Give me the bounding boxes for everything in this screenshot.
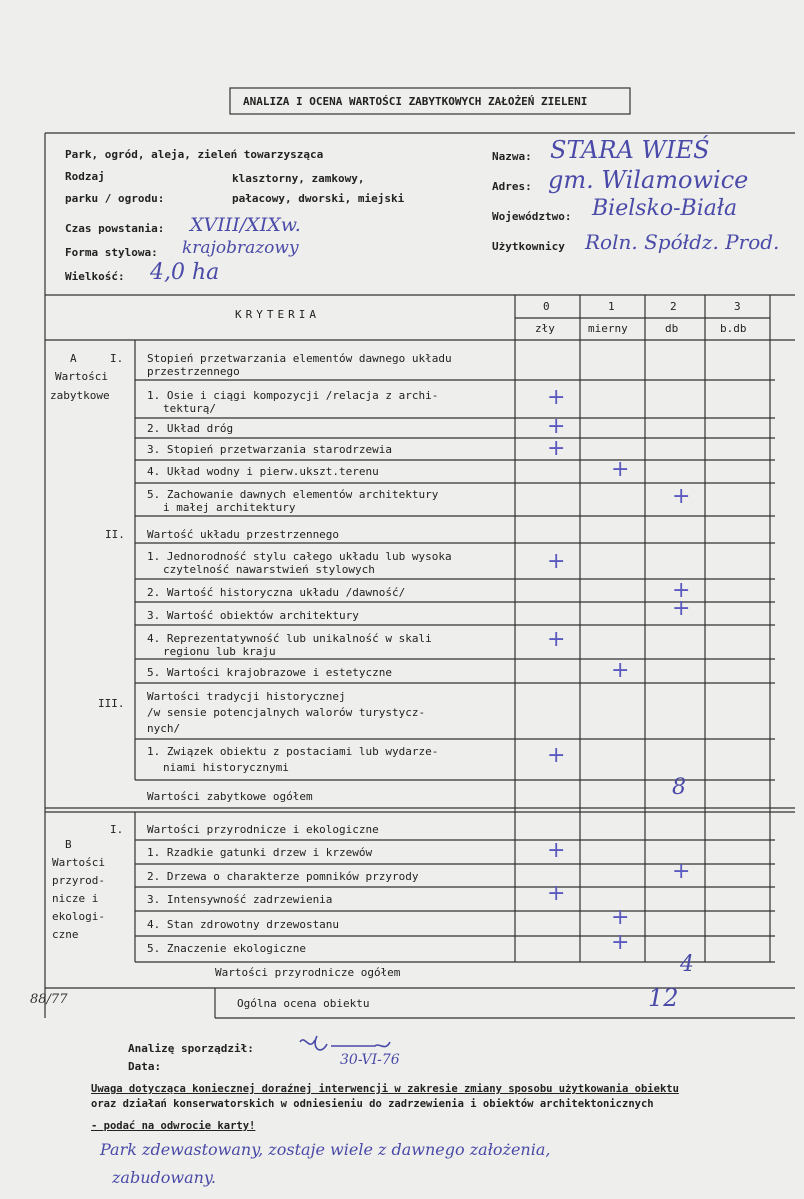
b1-roman: I.	[110, 823, 124, 836]
b1-row5: 5. Znaczenie ekologiczne	[147, 942, 306, 955]
note-line1: Uwaga dotycząca koniecznej doraźnej interwencji w zakresie zmiany sposobu użytkowania obiektu	[91, 1083, 679, 1095]
b-total-value: 4	[680, 952, 694, 977]
wielkosc-value: 4,0 ha	[150, 260, 220, 285]
analyzed-label: Analizę sporządził:	[128, 1042, 254, 1055]
a1-row2: 2. Układ dróg	[147, 422, 234, 435]
czas-label: Czas powstania:	[65, 222, 165, 235]
rodzaj-label: Rodzaj	[65, 170, 105, 183]
section-b-name1: Wartości	[52, 856, 105, 869]
section-b-name5: czne	[52, 928, 79, 941]
rating-mark-a2-5: +	[611, 658, 630, 683]
a2-row1b: czytelność nawarstwień stylowych	[163, 563, 375, 576]
uzyt-value: Roln. Spółdz. Prod.	[585, 230, 780, 254]
rating-mark-a1-2: +	[547, 414, 566, 439]
woj-value: Bielsko-Biała	[592, 196, 738, 221]
b1-heading: Wartości przyrodnicze i ekologiczne	[147, 823, 379, 836]
rating-mark-b1-3: +	[547, 881, 566, 906]
rodzaj-options-2: pałacowy, dworski, miejski	[232, 192, 405, 205]
b1-row1: 1. Rzadkie gatunki drzew i krzewów	[147, 846, 373, 859]
col1-num: 1	[608, 300, 615, 313]
handwritten-note-2: zabudowany.	[112, 1168, 216, 1187]
nazwa-label: Nazwa:	[492, 150, 532, 163]
rating-mark-a1-1: +	[547, 385, 566, 410]
forma-label: Forma stylowa:	[65, 246, 158, 259]
rating-mark-b1-4: +	[611, 905, 630, 930]
a2-row2: 2. Wartość historyczna układu /dawność/	[147, 586, 406, 599]
date-value: 30-VI-76	[340, 1052, 400, 1068]
nazwa-value: STARA WIEŚ	[550, 136, 710, 164]
col0-label: zły	[535, 322, 555, 335]
b-total-label: Wartości przyrodnicze ogółem	[215, 966, 401, 979]
parku-label: parku / ogrodu:	[65, 192, 165, 205]
section-b-name2: przyrod-	[52, 874, 105, 887]
section-a-name1: Wartości	[55, 370, 108, 383]
a2-row3: 3. Wartość obiektów architektury	[147, 609, 359, 622]
type-title: Park, ogród, aleja, zieleń towarzysząca	[65, 148, 324, 161]
rating-mark-a3-1: +	[547, 743, 566, 768]
col2-num: 2	[670, 300, 677, 313]
col3-num: 3	[734, 300, 741, 313]
a2-heading: Wartość układu przestrzennego	[147, 528, 340, 541]
a3-heading1: Wartości tradycji historycznej	[147, 690, 346, 703]
a3-heading2: /w sensie potencjalnych walorów turystycz-	[147, 706, 426, 719]
col2-label: db	[665, 322, 679, 335]
section-a-letter: A	[70, 352, 77, 365]
adres-value: gm. Wilamowice	[548, 166, 749, 194]
col0-num: 0	[543, 300, 550, 313]
col3-label: b.db	[720, 322, 747, 335]
wielkosc-label: Wielkość:	[65, 270, 125, 283]
kryteria-header: KRYTERIA	[235, 308, 320, 321]
rodzaj-options-1: klasztorny, zamkowy,	[232, 172, 365, 185]
rating-mark-a2-1: +	[547, 549, 566, 574]
rating-mark-b1-1: +	[547, 838, 566, 863]
note-line2: oraz działań konserwatorskich w odniesieniu do zadrzewienia i obiektów architektonicznych	[91, 1098, 654, 1110]
a1-row1b: tekturą/	[163, 402, 216, 415]
a1-heading1: Stopień przetwarzania elementów dawnego układu	[147, 352, 452, 365]
handwritten-note-1: Park zdewastowany, zostaje wiele z dawnego założenia,	[100, 1140, 551, 1159]
b1-row4: 4. Stan zdrowotny drzewostanu	[147, 918, 340, 931]
form-title: ANALIZA I OCENA WARTOŚCI ZABYTKOWYCH ZAŁOŻEŃ ZIELENI	[243, 95, 588, 108]
col1-label: mierny	[588, 322, 628, 335]
a2-row4b: regionu lub kraju	[163, 645, 276, 658]
section-b-name4: ekologi-	[52, 910, 105, 923]
a1-row3: 3. Stopień przetwarzania starodrzewia	[147, 443, 393, 456]
b1-row3: 3. Intensywność zadrzewienia	[147, 893, 333, 906]
a-total-value: 8	[672, 775, 686, 800]
overall-label: Ogólna ocena obiektu	[237, 997, 370, 1010]
a3-row1b: niami historycznymi	[163, 761, 289, 774]
a2-row4a: 4. Reprezentatywność lub unikalność w skali	[147, 632, 432, 645]
rating-mark-a2-2: +	[672, 578, 691, 603]
a1-row5b: i małej architektury	[163, 501, 296, 514]
forma-value: krajobrazowy	[182, 238, 299, 258]
a2-roman: II.	[105, 528, 125, 541]
rating-mark-a2-4: +	[547, 627, 566, 652]
rating-mark-a2-3: +	[672, 596, 691, 621]
a1-row5a: 5. Zachowanie dawnych elementów architektury	[147, 488, 439, 501]
rating-mark-a1-4: +	[611, 457, 630, 482]
section-a-name2: zabytkowe	[50, 389, 110, 402]
a2-row5: 5. Wartości krajobrazowe i estetyczne	[147, 666, 393, 679]
a3-row1a: 1. Związek obiektu z postaciami lub wydarze-	[147, 745, 439, 758]
a1-row1a: 1. Osie i ciągi kompozycji /relacja z archi-	[147, 389, 439, 402]
a1-row4: 4. Układ wodny i pierw.ukszt.terenu	[147, 465, 379, 478]
overall-value: 12	[648, 984, 679, 1012]
a3-roman: III.	[98, 697, 125, 710]
note-line3: - podać na odwrocie karty!	[91, 1120, 256, 1132]
section-b-name3: nicze i	[52, 892, 99, 905]
czas-value: XVIII/XIXw.	[190, 214, 301, 236]
adres-label: Adres:	[492, 180, 532, 193]
a3-heading3: nych/	[147, 722, 181, 735]
section-a1-roman: I.	[110, 352, 124, 365]
a-total-label: Wartości zabytkowe ogółem	[147, 790, 313, 803]
a1-heading2: przestrzennego	[147, 365, 240, 378]
date-label: Data:	[128, 1060, 162, 1073]
b1-row2: 2. Drzewa o charakterze pomników przyrody	[147, 870, 419, 883]
uzyt-label: Użytkownicy	[492, 240, 565, 253]
section-b-letter: B	[65, 838, 72, 851]
rating-mark-b1-5: +	[611, 930, 630, 955]
rating-mark-a1-3: +	[547, 436, 566, 461]
rating-mark-b1-2: +	[672, 859, 691, 884]
rating-mark-a1-5: +	[672, 484, 691, 509]
margin-note: 88/77	[30, 992, 68, 1007]
a2-row1a: 1. Jednorodność stylu całego układu lub wysoka	[147, 550, 452, 563]
woj-label: Województwo:	[492, 210, 572, 223]
